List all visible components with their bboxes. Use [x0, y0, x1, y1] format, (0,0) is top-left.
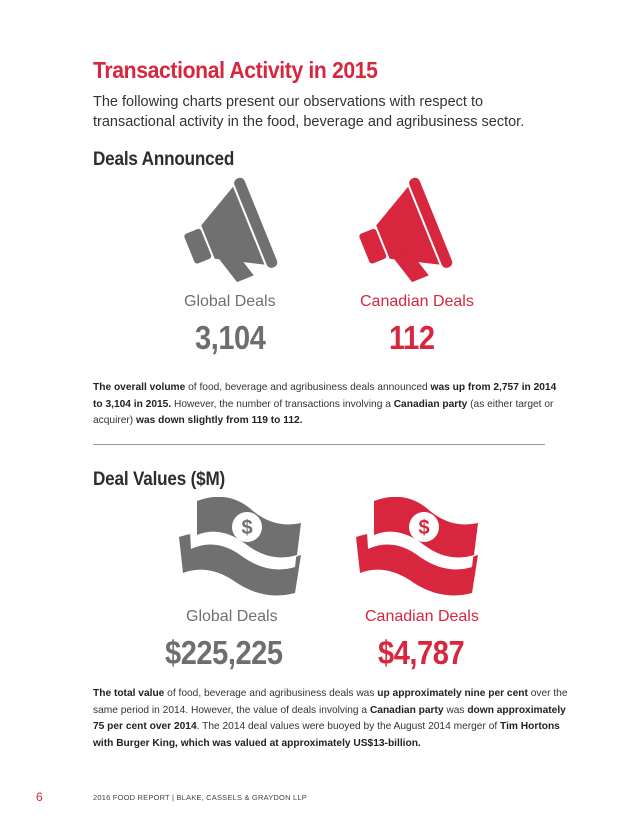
- deal-values-paragraph: [93, 686, 568, 752]
- section-divider: [93, 444, 545, 445]
- dollar-sign: $: [418, 517, 430, 539]
- bold-text: was up from 2,757 in 2014: [430, 382, 557, 393]
- bold-text: The overall volume: [93, 382, 186, 393]
- bold-text: to 3,104 in 2015.: [93, 398, 172, 410]
- page-title: Transactional Activity in 2015: [93, 57, 378, 83]
- megaphone-icon: [355, 176, 461, 288]
- paragraph-line: [93, 719, 560, 736]
- canadian-deals-label: Canadian Deals: [365, 608, 479, 625]
- global-deals-label: Global Deals: [186, 608, 278, 625]
- text: acquirer): [93, 415, 137, 426]
- bold-text: was down slightly from 119 to 112.: [136, 415, 303, 426]
- canadian-deals-count: 112: [389, 319, 435, 356]
- paragraph-line: [93, 413, 553, 430]
- megaphone-icon: [180, 176, 286, 288]
- dollar-sign: $: [241, 517, 253, 539]
- bold-text: Canadian party: [393, 398, 468, 410]
- deals-announced-paragraph: [93, 380, 557, 430]
- text: of food, beverage and agribusiness deals was: [164, 688, 378, 699]
- canadian-deals-label: Canadian Deals: [360, 293, 474, 310]
- bold-text: Tim Hortons: [500, 721, 560, 732]
- global-deal-value: $225,225: [165, 634, 283, 671]
- text: was: [443, 704, 468, 716]
- footer-text: 2016 FOOD REPORT | BLAKE, CASSELS & GRAYDON LLP: [93, 793, 307, 802]
- paragraph-line: [93, 686, 568, 703]
- page-number: 6: [36, 790, 43, 804]
- text: (as either target or: [467, 398, 554, 410]
- global-deals-count: 3,104: [195, 319, 266, 356]
- money-bill-icon: [352, 497, 482, 597]
- money-bill-icon: [175, 497, 305, 597]
- bold-text: with Burger King, which was valued at approximately US$13-billion.: [93, 737, 421, 749]
- text: of food, beverage and agribusiness deals announced: [185, 382, 431, 393]
- intro-line: The following charts present our observations with respect to: [93, 94, 484, 110]
- deals-announced-heading: Deals Announced: [93, 149, 235, 170]
- paragraph-line: [93, 380, 557, 397]
- deal-values-heading: Deal Values ($M): [93, 469, 226, 490]
- intro-text: [93, 92, 553, 132]
- bold-text: The total value: [93, 688, 165, 699]
- bold-text: 75 per cent over 2014: [93, 721, 197, 732]
- text: . The 2014 deal values were buoyed by the August 2014 merger of: [196, 721, 501, 732]
- paragraph-line: [93, 703, 566, 720]
- paragraph-line: [93, 397, 553, 414]
- intro-line: transactional activity in the food, beverage and agribusiness sector.: [93, 114, 525, 130]
- bold-text: up approximately nine per cent: [377, 688, 528, 699]
- text: over the: [527, 688, 568, 699]
- bold-text: Canadian party: [369, 704, 444, 716]
- text: same period in 2014. However, the value of deals involving a: [93, 704, 370, 716]
- paragraph-line: [93, 736, 553, 753]
- canadian-deal-value: $4,787: [378, 634, 465, 671]
- bold-text: down approximately: [467, 704, 566, 716]
- text: However, the number of transactions involving a: [171, 398, 394, 410]
- global-deals-label: Global Deals: [184, 293, 276, 310]
